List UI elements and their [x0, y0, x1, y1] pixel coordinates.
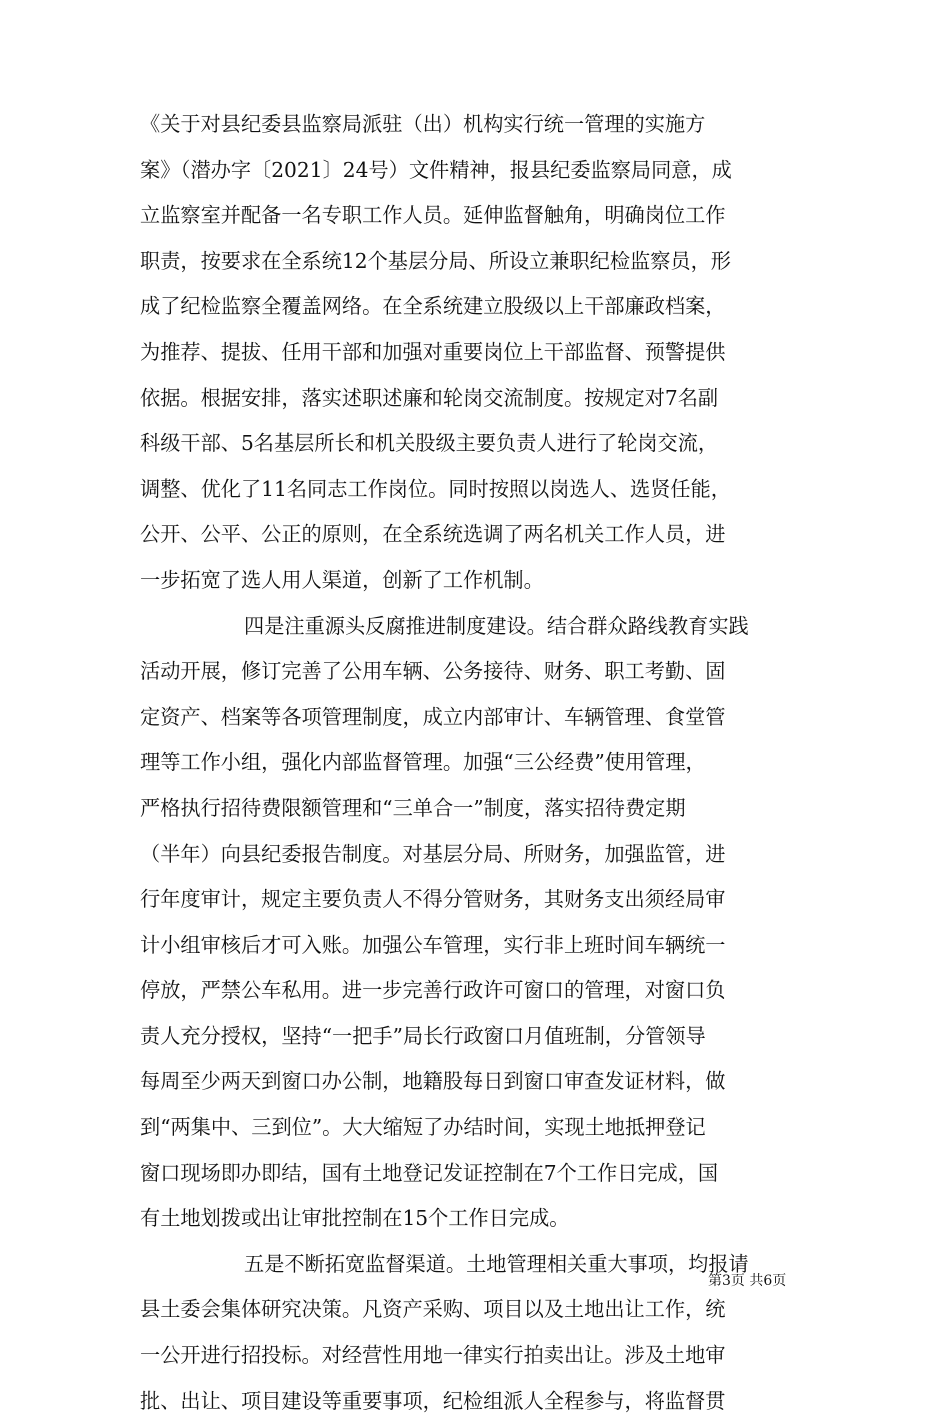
text-line: 责人充分授权，坚持“一把手”局长行政窗口月值班制，分管领导 — [140, 1023, 706, 1048]
text-line: 活动开展，修订完善了公用车辆、公务接待、财务、职工考勤、固 — [140, 659, 726, 684]
page-number-footer: 第3页 共6页 — [708, 1273, 787, 1289]
text-line: 案》（潜办字〔2021〕24号）文件精神，报县纪委监察局同意，成 — [140, 157, 732, 182]
text-line: 窗口现场即办即结，国有土地登记发证控制在7个工作日完成，国 — [140, 1160, 719, 1185]
body-text — [140, 102, 820, 1424]
text-line: 依据。根据安排，落实述职述廉和轮岗交流制度。按规定对7名副 — [140, 385, 719, 410]
text-line: 为推荐、提拔、任用干部和加强对重要岗位上干部监督、预警提供 — [140, 339, 726, 364]
text-line: 到“两集中、三到位”。大大缩短了办结时间，实现土地抵押登记 — [140, 1115, 706, 1140]
text-line: 立监察室并配备一名专职工作人员。延伸监督触角，明确岗位工作 — [140, 203, 726, 228]
text-line: 成了纪检监察全覆盖网络。在全系统建立股级以上干部廉政档案， — [140, 294, 726, 319]
text-line: 有土地划拨或出让审批控制在15个工作日完成。 — [140, 1206, 570, 1231]
text-line: 批、出让、项目建设等重要事项，纪检组派人全程参与，将监督贯 — [140, 1388, 726, 1413]
text-line: 停放，严禁公车私用。进一步完善行政许可窗口的管理，对窗口负 — [140, 978, 726, 1003]
text-line: 科级干部、5名基层所长和机关股级主要负责人进行了轮岗交流， — [140, 431, 719, 456]
text-line: 四是注重源头反腐推进制度建设。结合群众路线教育实践 — [244, 613, 749, 638]
text-line: 理等工作小组，强化内部监督管理。加强“三公经费”使用管理， — [140, 750, 706, 775]
text-line: 县土委会集体研究决策。凡资产采购、项目以及土地出让工作，统 — [140, 1297, 726, 1322]
text-line: 《关于对县纪委县监察局派驻（出）机构实行统一管理的实施方 — [140, 112, 706, 136]
text-line: 职责，按要求在全系统12个基层分局、所设立兼职纪检监察员，形 — [140, 248, 731, 273]
text-line: 计小组审核后才可入账。加强公车管理，实行非上班时间车辆统一 — [140, 932, 726, 957]
text-line: 行年度审计，规定主要负责人不得分管财务，其财务支出须经局审 — [140, 887, 726, 912]
text-line: 五是不断拓宽监督渠道。土地管理相关重大事项，均报请 — [244, 1251, 749, 1276]
text-line: 严格执行招待费限额管理和“三单合一”制度，落实招待费定期 — [140, 795, 686, 820]
text-line: 定资产、档案等各项管理制度，成立内部审计、车辆管理、食堂管 — [140, 704, 726, 729]
text-line: 每周至少两天到窗口办公制，地籍股每日到窗口审查发证材料，做 — [140, 1069, 726, 1094]
text-line: （半年）向县纪委报告制度。对基层分局、所财务，加强监管，进 — [140, 841, 726, 866]
text-line: 一公开进行招投标。对经营性用地一律实行拍卖出让。涉及土地审 — [140, 1343, 726, 1368]
text-line: 调整、优化了11名同志工作岗位。同时按照以岗选人、选贤任能， — [140, 476, 731, 501]
text-line: 一步拓宽了选人用人渠道，创新了工作机制。 — [140, 567, 544, 592]
text-line: 公开、公平、公正的原则，在全系统选调了两名机关工作人员，进 — [140, 522, 726, 547]
